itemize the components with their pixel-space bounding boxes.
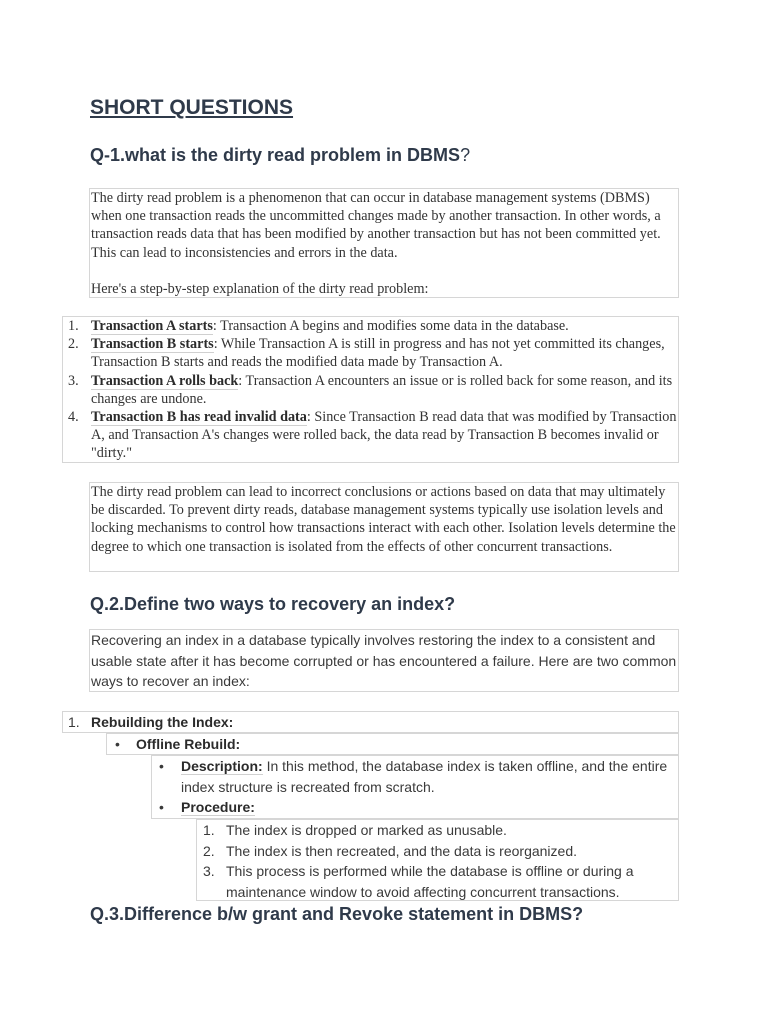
- procedure-step-text: This process is performed while the database is offline or during a maintenance window to avoid affecting concurrent transactions.: [226, 863, 634, 900]
- procedure-step-number: 3.: [203, 863, 215, 879]
- step-number: 1.: [68, 318, 79, 334]
- bullet-icon: •: [159, 758, 164, 774]
- step-text: : While Transaction A is still in progress and has not yet committed its changes, Transaction B starts and reads the modified data made by Transaction A.: [91, 336, 665, 371]
- step-number: 2.: [68, 336, 79, 353]
- bullet-icon: •: [115, 736, 120, 752]
- question-1-qmark: ?: [460, 145, 471, 165]
- procedure-step-text: The index is then recreated, and the data is reorganized.: [226, 842, 577, 859]
- procedure-label: Procedure:: [181, 799, 255, 815]
- step-number: 4.: [68, 409, 79, 426]
- q1-conclusion-paragraph: The dirty read problem can lead to incorrect conclusions or actions based on data that may ultimately be discarded. To prevent dirty reads, database management systems typically use isolation levels and locking mechanisms to control how transactions interact with each other. Isolation levels determine the degree to which one transaction is isolated from the effects of other concurrent transactions.: [91, 484, 676, 555]
- q2-detail-rows: [151, 755, 679, 819]
- q1-intro-lead: Here's a step-by-step explanation of the dirty read problem:: [91, 280, 429, 297]
- question-1-text: Q-1.what is the dirty read problem in DBMS: [90, 145, 461, 165]
- list-item: [152, 797, 678, 818]
- step-text: : Since Transaction B read data that was modified by Transaction A, and Transaction A's changes were rolled back, the data read by Transaction B becomes invalid or "dirty.": [91, 409, 677, 462]
- procedure-step-number: 2.: [203, 842, 215, 859]
- step-text: : Transaction A encounters an issue or is rolled back for some reason, and its changes are undone.: [91, 372, 673, 407]
- q2-sub-row: [106, 733, 679, 755]
- list-item: [152, 756, 678, 797]
- step-term: Transaction A starts: [91, 318, 213, 334]
- q2-intro-paragraph: Recovering an index in a database typically involves restoring the index to a consistent and usable state after it has become corrupted or has encountered a failure. Here are two common ways to recover an index:: [91, 632, 677, 689]
- step-term: Transaction B starts: [91, 336, 214, 353]
- procedure-step-number: 1.: [203, 822, 215, 838]
- q2-method-row: [62, 711, 679, 733]
- method-number: 1.: [68, 714, 80, 730]
- question-3-title: Q.3.Difference b/w grant and Revoke statement in DBMS?: [90, 904, 584, 924]
- list-item: [63, 335, 678, 371]
- q1-steps-list: [62, 316, 679, 463]
- page-heading: SHORT QUESTIONS: [90, 96, 294, 119]
- step-term: Transaction A rolls back: [91, 372, 239, 389]
- q2-procedure-steps: [196, 819, 679, 901]
- description-text: In this method, the database index is taken offline, and the entire index structure is recreated from scratch.: [181, 758, 668, 795]
- list-item: [63, 317, 678, 335]
- bullet-icon: •: [159, 799, 164, 815]
- sub-method-title: Offline Rebuild:: [136, 736, 241, 752]
- description-label: Description:: [181, 758, 263, 774]
- question-2-title: Q.2.Define two ways to recovery an index?: [90, 594, 456, 614]
- list-item: [63, 372, 678, 408]
- q2-intro-block: [89, 629, 679, 692]
- list-item: [197, 820, 678, 841]
- q1-intro-block: [89, 188, 679, 298]
- step-number: 3.: [68, 372, 79, 389]
- list-item: [63, 408, 678, 463]
- question-1-title: [90, 145, 470, 166]
- method-title: Rebuilding the Index:: [91, 714, 234, 730]
- q1-intro-paragraph: The dirty read problem is a phenomenon that can occur in database management systems (DBMS) when one transaction reads the uncommitted changes made by another transaction. In other words, a transaction reads data that has been modified by another transaction but has not been committed yet. This can lead to inconsistencies and errors in the data.: [91, 190, 661, 261]
- list-item: [197, 841, 678, 862]
- q1-conclusion-block: [89, 482, 679, 572]
- step-term: Transaction B has read invalid data: [91, 409, 307, 426]
- list-item: [197, 861, 678, 902]
- step-text: : Transaction A begins and modifies some data in the database.: [212, 318, 569, 334]
- procedure-step-text: The index is dropped or marked as unusable.: [226, 822, 507, 838]
